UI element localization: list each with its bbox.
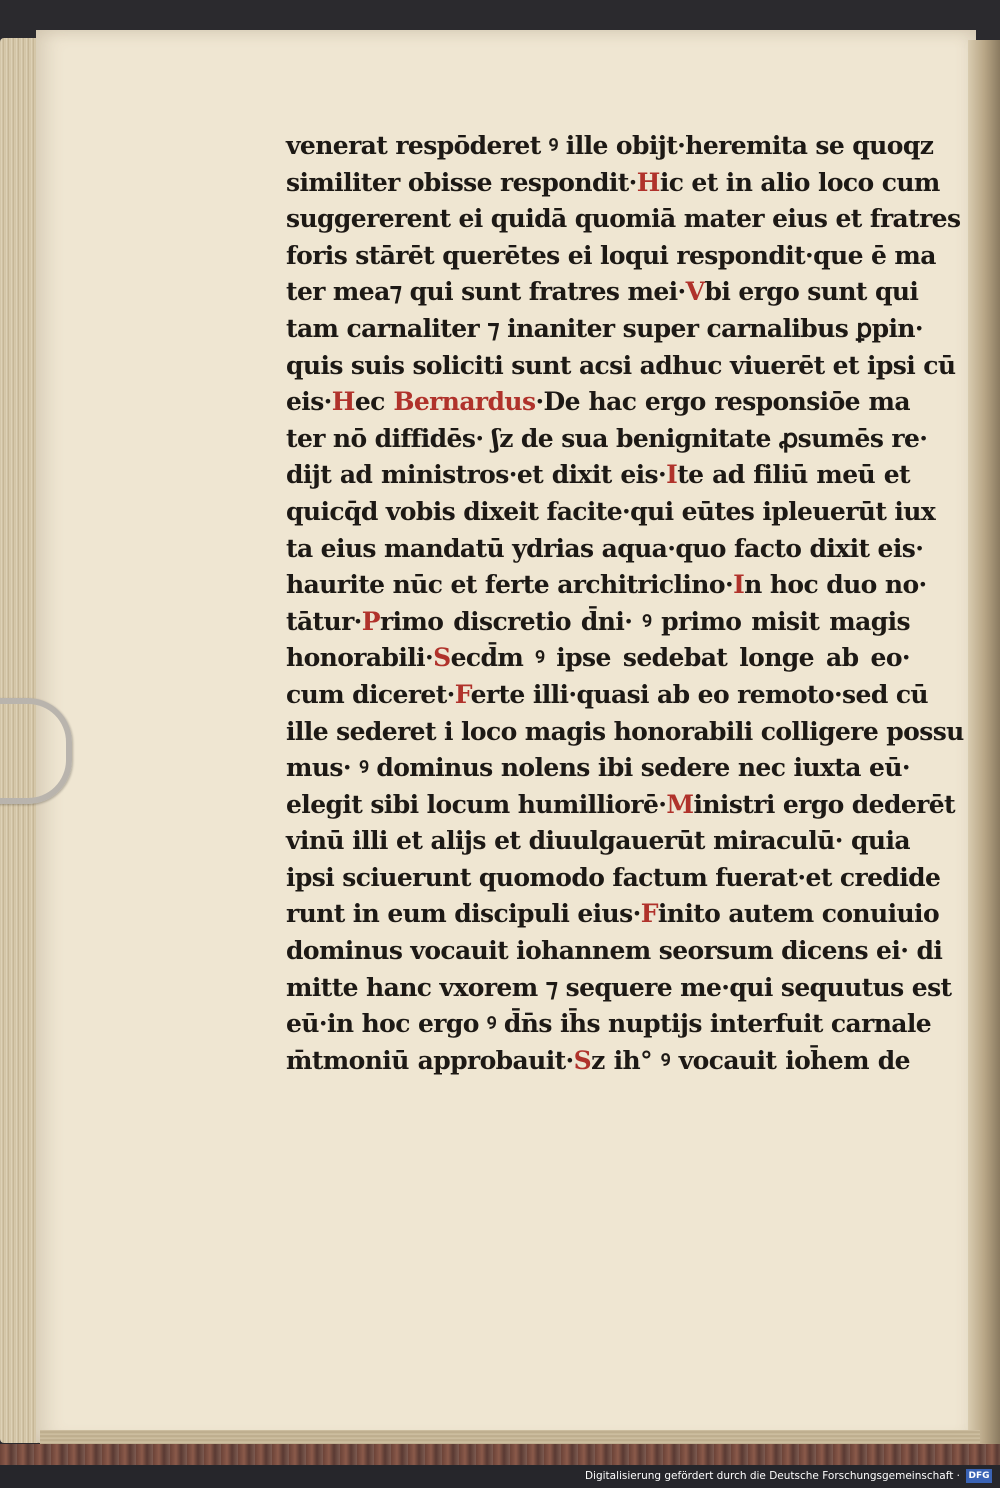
line-text: inistri ergo dederēt [693,789,955,819]
page-stack-right-edge [968,40,1000,1460]
line-text: erte illi·quasi ab eo remoto·sed cū [470,679,929,709]
text-line [286,1006,932,1043]
line-text: ipsi sciuerunt quomodo factum fuerat·et credide [286,862,941,892]
line-text: ec [354,387,394,417]
rubricated-text: V [685,277,705,307]
rubricated-text: I [666,460,678,490]
text-line [286,604,910,641]
rubricated-text: P [361,606,380,636]
line-text: ter nō diffidēs· ʃz de sua benignitate ꝓsumēs re· [286,423,928,453]
text-line [286,348,956,385]
line-text: tātur· [286,606,362,636]
text-line [286,787,955,824]
rubricated-text: Bernardus [393,387,536,417]
line-text: foris stārēt querētes ei loqui respondit·que ē ma [286,240,936,270]
text-line [286,567,927,604]
line-text: suggererent ei quidā quomiā mater eius et fratres [286,204,961,234]
text-line [286,384,910,421]
rubricated-text: H [331,387,355,417]
line-text: ic et in alio loco cum [659,167,940,197]
line-text: quicq̄d vobis dixeit facite·qui eūtes ipleuerūt iux [286,496,936,526]
line-text: haurite nūc et ferte architriclino· [286,570,734,600]
text-line [286,860,941,897]
rubricated-text: S [433,643,451,673]
line-text: tam carnaliter ⁊ inaniter super carnalibus ꝑpin· [286,313,924,343]
text-line [286,165,940,202]
dfg-logo: DFG [966,1469,992,1483]
line-text: eū·in hoc ergo ꝰ d̄n̄s ih̄s nuptijs interfuit carnale [286,1009,932,1039]
rubricated-text: S [573,1045,592,1075]
text-line [286,750,910,787]
footer-bar [0,1465,1000,1488]
rubricated-text: M [666,789,694,819]
line-text: z ih° ꝰ vocauit ioh̄em de [591,1045,910,1075]
footer-credit: Digitalisierung gefördert durch die Deutsche Forschungsgemeinschaft · [584,1470,960,1482]
line-text: rimo discretio d̄ni· ꝰ primo misit magis [379,606,910,636]
marbled-cover-edge [0,1444,1000,1465]
text-block [286,128,964,1079]
line-text: dominus vocauit iohannem seorsum dicens ei· di [286,936,943,966]
line-text: eis· [286,387,332,417]
text-line [286,823,910,860]
line-text: dijt ad ministros·et dixit eis· [286,460,667,490]
text-line [286,714,964,751]
line-text: runt in eum discipuli eius· [286,899,641,929]
text-line [286,640,910,677]
line-text: similiter obisse respondit· [286,167,637,197]
text-line [286,896,940,933]
text-line [286,677,929,714]
line-text: cum diceret· [286,679,455,709]
text-line [286,238,936,275]
text-line [286,311,924,348]
text-line [286,1043,910,1080]
line-text: honorabili· [286,643,434,673]
rubricated-text: I [733,570,745,600]
line-text: n hoc duo no· [744,570,927,600]
line-text: ille sederet i loco magis honorabili colligere possu [286,716,964,746]
text-line [286,933,943,970]
line-text: venerat respōderet ꝰ ille obijt·heremita se quoqz [286,131,934,160]
page-clip [0,698,72,804]
line-text: ter mea⁊ qui sunt fratres mei· [286,277,686,307]
line-text: ecd̄m ꝰ ipse sedebat longe ab eo· [450,643,910,673]
line-text: mus· ꝰ dominus nolens ibi sedere nec iuxta eū· [286,753,910,783]
line-text: m̄tmoniū approbauit· [286,1045,574,1075]
text-line [286,970,952,1007]
line-text: inito autem conuiuio [657,899,940,929]
text-line [286,494,936,531]
rubricated-text: F [640,899,658,929]
line-text: bi ergo sunt qui [704,277,919,307]
rubricated-text: F [454,679,471,709]
rubricated-text: H [636,167,660,197]
text-line [286,457,910,494]
line-text: ta eius mandatū ydrias aqua·quo facto dixit eis· [286,533,924,563]
line-text: mitte hanc vxorem ⁊ sequere me·qui sequutus est [286,972,952,1002]
line-text: te ad filiū meū et [677,460,910,490]
line-text: elegit sibi locum humilliorē· [286,789,667,819]
line-text: vinū illi et alijs et diuulgauerūt miraculū· quia [286,826,910,856]
line-text: ·De hac ergo responsiōe ma [535,387,910,417]
text-line [286,128,934,165]
text-line [286,201,961,238]
text-line [286,274,919,311]
line-text: quis suis soliciti sunt acsi adhuc viuerēt et ipsi cū [286,350,956,380]
text-line [286,421,928,458]
text-line [286,531,924,568]
